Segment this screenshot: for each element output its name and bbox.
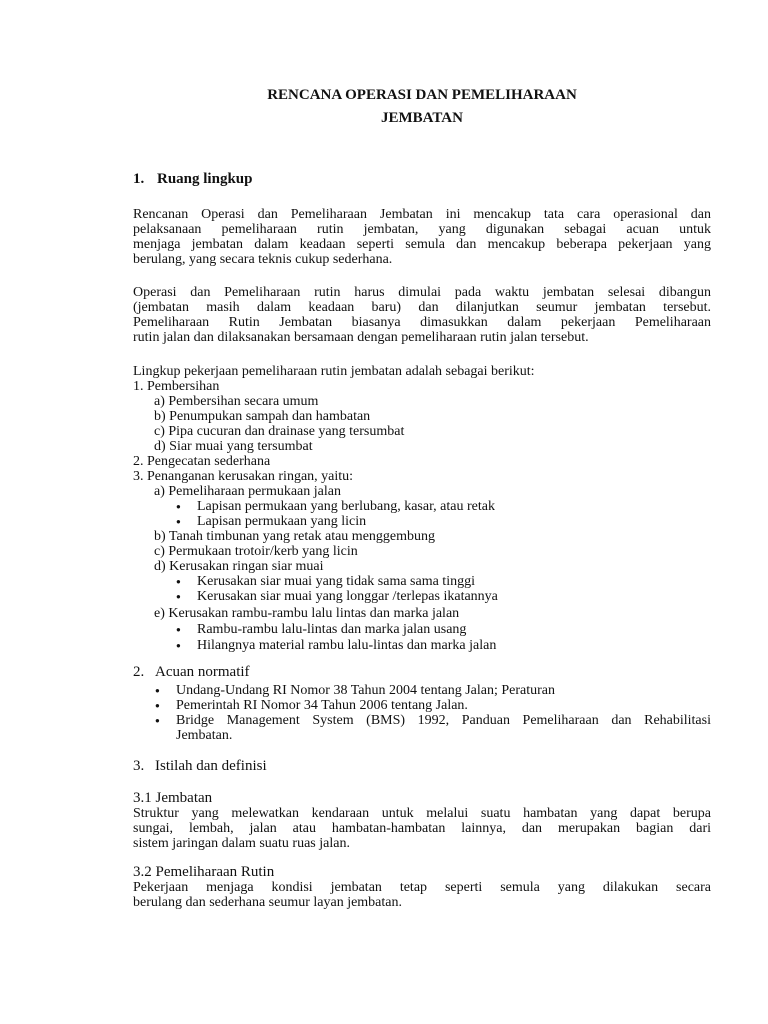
- paragraph-line: sungai, lembah, jalan atau hambatan-hambatan lainnya, dan merupakan bagian dari: [133, 821, 711, 836]
- section-1-number: 1.: [133, 171, 145, 187]
- section-2-heading: [133, 665, 711, 680]
- paragraph-line: pelaksanaan pemeliharaan rutin jembatan, yang digunakan sebagai acuan untuk: [133, 222, 711, 237]
- title-line-1: RENCANA OPERASI DAN PEMELIHARAAN: [267, 87, 577, 103]
- paragraph-line: (jembatan masih dalam keadaan baru) dan dilanjutkan seumur jembatan tersebut.: [133, 300, 711, 315]
- section-2-title: Acuan normatif: [155, 664, 250, 680]
- paragraph-line: Pemeliharaan Rutin Jembatan biasanya dimasukkan dalam pekerjaan Pemeliharaan: [133, 315, 711, 330]
- bullet-item: ● Rambu-rambu lalu-lintas dan marka jalan usang: [197, 622, 711, 637]
- bullet-item: ● Pemerintah RI Nomor 34 Tahun 2006 tentang Jalan.: [176, 698, 711, 713]
- section-1-heading: [133, 172, 252, 187]
- paragraph-line: berulang, yang secara teknis cukup sederhana.: [133, 252, 393, 267]
- list-item-2: 2. Pengecatan sederhana: [133, 454, 271, 469]
- paragraph-line: Operasi dan Pemeliharaan rutin harus dimulai pada waktu jembatan selesai dibangun: [133, 285, 711, 300]
- document-title: [133, 84, 711, 130]
- scope-list: [133, 364, 711, 653]
- bullet-item: ● Kerusakan siar muai yang tidak sama sama tinggi: [197, 574, 711, 589]
- paragraph-line: Pekerjaan menjaga kondisi jembatan tetap seperti semula yang dilakukan secara: [133, 880, 711, 895]
- list-subitem: c) Permukaan trotoir/kerb yang licin: [154, 544, 358, 559]
- section-2-bullets: [133, 683, 711, 743]
- bullet-item-continuation: Jembatan.: [176, 728, 233, 743]
- title-line-2: JEMBATAN: [381, 110, 463, 126]
- subsection-3-2-title: 3.2 Pemeliharaan Rutin: [133, 864, 275, 880]
- bullet-item: ● Kerusakan siar muai yang longgar /terlepas ikatannya: [197, 589, 711, 604]
- bullet-group: [154, 574, 711, 604]
- paragraph-line: sistem jaringan dalam suatu ruas jalan.: [133, 836, 350, 851]
- list-subitem: a) Pemeliharaan permukaan jalan: [154, 484, 341, 499]
- list-item-3-sublist: [133, 484, 711, 653]
- section-1-title: Ruang lingkup: [157, 171, 253, 187]
- bullet-item: ● Undang-Undang RI Nomor 38 Tahun 2004 tentang Jalan; Peraturan: [176, 683, 711, 698]
- list-subitem: d) Siar muai yang tersumbat: [154, 439, 313, 454]
- section-3-title: Istilah dan definisi: [155, 758, 267, 774]
- paragraph-line: rutin jalan dan dilaksanakan bersamaan dengan pemeliharaan rutin jalan tersebut.: [133, 330, 589, 345]
- subsection-3-2: [133, 865, 711, 910]
- section-3: [133, 759, 711, 774]
- bullet-item: ● Lapisan permukaan yang berlubang, kasar, atau retak: [197, 499, 711, 514]
- paragraph-line: berulang dan sederhana seumur layan jembatan.: [133, 895, 403, 910]
- bullet-group: [154, 622, 711, 653]
- list-intro-text: Lingkup pekerjaan pemeliharaan rutin jembatan adalah sebagai berikut:: [133, 364, 535, 379]
- list-item-3: 3. Penanganan kerusakan ringan, yaitu:: [133, 469, 354, 484]
- section-3-heading: [133, 759, 711, 774]
- bullet-group: [154, 499, 711, 529]
- list-item-1: 1. Pembersihan: [133, 379, 220, 394]
- section-2-number: 2.: [133, 664, 145, 680]
- list-subitem: e) Kerusakan rambu-rambu lalu lintas dan marka jalan: [154, 606, 460, 621]
- section-2: [133, 665, 711, 743]
- list-subitem: d) Kerusakan ringan siar muai: [154, 559, 324, 574]
- subsection-3-1: [133, 791, 711, 851]
- bullet-item: ● Lapisan permukaan yang licin: [197, 514, 711, 529]
- bullet-item: ● Hilangnya material rambu lalu-lintas dan marka jalan: [197, 638, 711, 653]
- list-subitem: b) Penumpukan sampah dan hambatan: [154, 409, 371, 424]
- section-1-paragraph-2: [133, 285, 711, 345]
- list-subitem: a) Pembersihan secara umum: [154, 394, 319, 409]
- paragraph-line: Rencanan Operasi dan Pemeliharaan Jembatan ini mencakup tata cara operasional dan: [133, 207, 711, 222]
- list-item-1-sublist: [133, 394, 711, 454]
- section-1-paragraph-1: [133, 207, 711, 267]
- paragraph-line: Struktur yang melewatkan kendaraan untuk melalui suatu hambatan yang dapat berupa: [133, 806, 711, 821]
- list-subitem: c) Pipa cucuran dan drainase yang tersumbat: [154, 424, 405, 439]
- bullet-item: ● Bridge Management System (BMS) 1992, Panduan Pemeliharaan dan Rehabilitasi: [176, 713, 711, 728]
- section-3-number: 3.: [133, 758, 145, 774]
- subsection-3-1-title: 3.1 Jembatan: [133, 790, 213, 806]
- paragraph-line: menjaga jembatan dalam keadaan seperti semula dan mencakup beberapa pekerjaan yang: [133, 237, 711, 252]
- list-subitem: b) Tanah timbunan yang retak atau menggembung: [154, 529, 436, 544]
